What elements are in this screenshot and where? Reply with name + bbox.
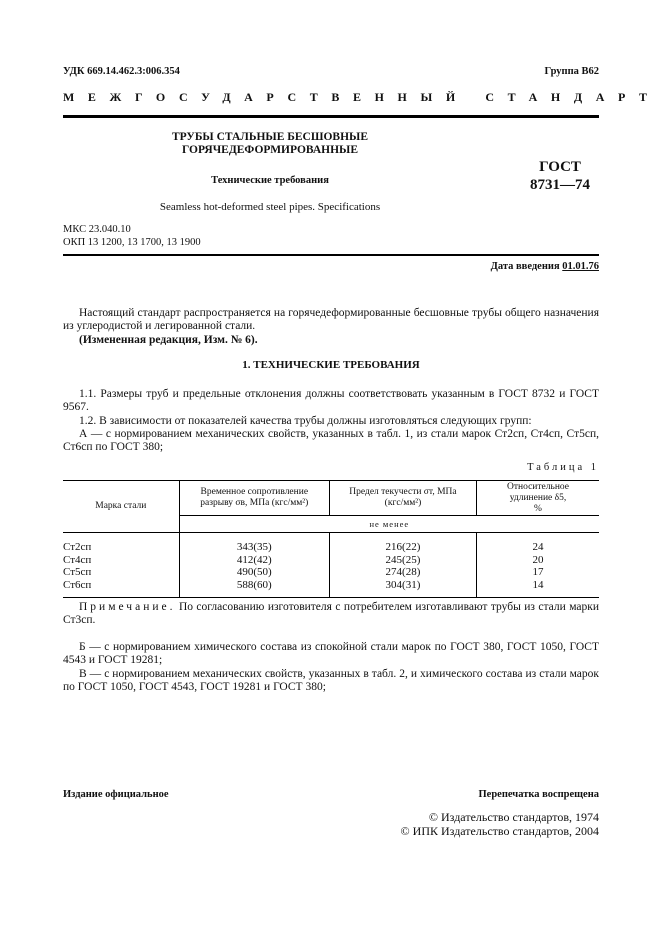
official-edition: Издание официальное <box>63 789 169 800</box>
effective-date <box>491 261 599 272</box>
cell: 343(35) <box>179 533 329 554</box>
table-note <box>63 601 599 628</box>
col-header: Марка стали <box>63 481 179 533</box>
date-label: Дата введения <box>490 261 560 272</box>
group-code: Группа В62 <box>544 66 599 77</box>
copyright-1: © Издательство стандартов, 1974 <box>428 810 599 824</box>
udk-code: УДК 669.14.462.3:006.354 <box>63 66 180 77</box>
group-b: Б — с нормированием химического состава из спокойной стали марок по ГОСТ 380, ГОСТ 1050, ГОСТ 4543 и ГОСТ 19281; <box>63 641 599 667</box>
amendment-note: (Измененная редакция, Изм. № 6). <box>79 334 258 346</box>
copyright-block <box>401 810 599 838</box>
cell: 17 <box>532 566 544 578</box>
clause-1-1: 1.1. Размеры труб и предельные отклонения должны соответствовать указанным в ГОСТ 8732 и ГОСТ 9567. <box>63 388 599 414</box>
note-text: По согласованию изготовителя с потребителем изготавливают трубы из стали марки Ст3сп. <box>63 601 599 627</box>
col-header: Временное сопротивление разрыву σв, МПа (кгс/мм²) <box>179 481 329 516</box>
reprint-notice: Перепечатка воспрещена <box>478 789 599 800</box>
table-caption: Таблица 1 <box>527 462 599 473</box>
cell: 274(28) <box>329 566 476 579</box>
cell: 20 <box>532 553 544 566</box>
cell: Ст4сп <box>63 554 179 567</box>
clause-1-2: 1.2. В зависимости от показателей качества трубы должны изготовляться следующих групп: <box>79 415 532 427</box>
col-header: Предел текучести σт, МПа (кгс/мм²) <box>329 481 476 516</box>
subheader-min: не менее <box>179 516 599 533</box>
cell: 14 <box>532 578 544 591</box>
copyright-2: © ИПК Издательство стандартов, 2004 <box>400 824 599 838</box>
divider <box>63 254 599 256</box>
gost-label: ГОСТ <box>539 159 581 175</box>
gost-number: 8731—74 <box>530 177 590 193</box>
group-v: В — с нормированием механических свойств, указанных в табл. 2, и химического состава из стали марок по ГОСТ 1050, ГОСТ 4543, ГОСТ 19281 и ГОСТ 380; <box>63 668 599 694</box>
title-line-1: ТРУБЫ СТАЛЬНЫЕ БЕСШОВНЫЕ <box>171 131 368 143</box>
cell: 216(22) <box>329 533 476 554</box>
okp-code: ОКП 13 1200, 13 1700, 13 1900 <box>63 236 201 248</box>
doc-subtitle: Технические требования <box>211 175 329 186</box>
col-header: Относительное удлинение δ5, % <box>507 481 569 514</box>
cell: Ст6сп <box>63 579 179 598</box>
doc-title <box>110 131 430 157</box>
cell: 245(25) <box>329 554 476 567</box>
cell: Ст5сп <box>63 566 179 579</box>
mks-code: МКС 23.040.10 <box>63 224 131 235</box>
divider <box>63 115 599 118</box>
title-line-2: ГОРЯЧЕДЕФОРМИРОВАННЫЕ <box>182 144 358 156</box>
cell: 304(31) <box>329 579 476 598</box>
cell: 490(50) <box>179 566 329 579</box>
note-label: Примечание. <box>79 601 176 613</box>
cell: 412(42) <box>179 554 329 567</box>
standard-type: МЕЖГОСУДАРСТВЕННЫЙ СТАНДАРТ <box>63 90 661 104</box>
cell: Ст2сп <box>63 533 179 554</box>
gost-designation <box>505 158 615 194</box>
group-a: А — с нормированием механических свойств, указанных в табл. 1, из стали марок Ст2сп, Ст4сп, Ст5сп, Ст6сп по ГОСТ 380; <box>63 428 599 454</box>
table-1 <box>63 480 599 598</box>
cell: 24 <box>532 541 544 553</box>
section-heading: 1. ТЕХНИЧЕСКИЕ ТРЕБОВАНИЯ <box>242 359 420 371</box>
classification-codes <box>63 224 201 249</box>
date-value: 01.01.76 <box>562 261 599 272</box>
intro-paragraph: Настоящий стандарт распространяется на горячедеформированные бесшовные трубы общего назначения из углеродистой и легированной стали. <box>63 307 599 333</box>
cell: 588(60) <box>179 579 329 598</box>
english-title: Seamless hot-deformed steel pipes. Specifications <box>159 201 381 213</box>
